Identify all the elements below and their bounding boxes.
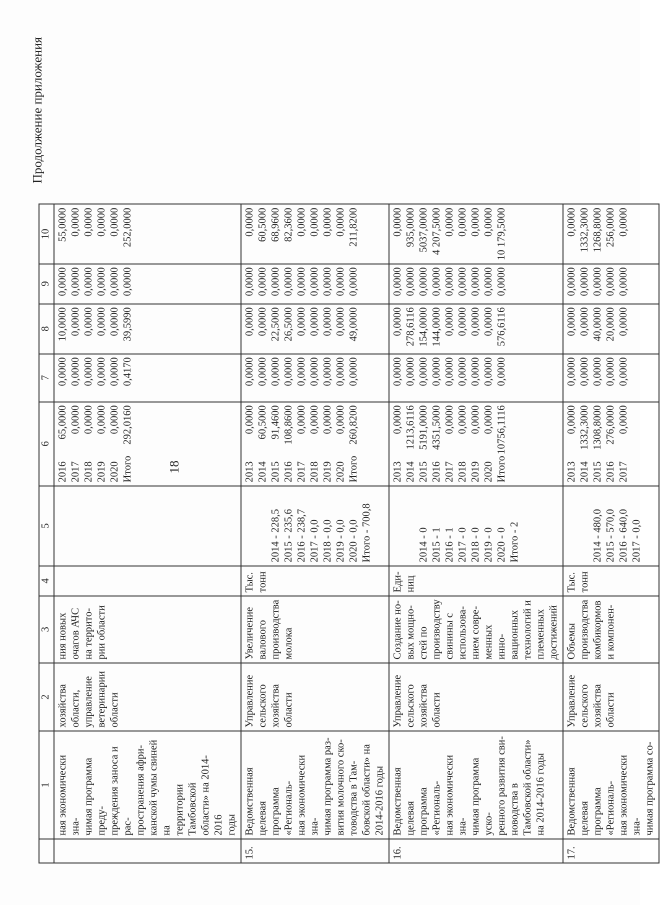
funding-value: 0,0000 (392, 405, 404, 435)
funding-value: 1332,3000 (579, 405, 591, 450)
funding-value: 22,5000 (270, 307, 282, 342)
funding-value: 0,0000 (483, 307, 495, 337)
funding-value: 0,0000 (592, 357, 604, 387)
funding-value: 0,0000 (296, 405, 308, 435)
rotated-page-content (2, 0, 656, 904)
funding-value: 0,0000 (70, 357, 82, 387)
funding-value: 4 207,5000 (431, 207, 443, 255)
funding-value: 0,0000 (322, 267, 334, 297)
funding-value: 0,0000 (57, 357, 69, 387)
unit (54, 566, 241, 596)
funding-value: 0,0000 (470, 207, 482, 237)
funding-value: 0,0000 (566, 405, 578, 435)
funding-value: 0,0000 (322, 357, 334, 387)
funding-value: 0,0000 (296, 207, 308, 237)
funding-value: 0,0000 (348, 357, 360, 387)
funding-value: 0,0000 (109, 405, 121, 435)
year-label: 2017 (444, 461, 456, 483)
funding-value: 0,0000 (296, 267, 308, 297)
unit: Тыс. тонн (241, 566, 389, 596)
year-label: 2018 (309, 461, 321, 483)
funding-value: 10,0000 (57, 307, 69, 342)
funding-value: 0,0000 (322, 307, 334, 337)
funding-value: 0,0000 (470, 267, 482, 297)
funding-value: 0,0000 (496, 357, 508, 387)
funding-value: 5191,0000 (418, 405, 430, 450)
funding-value: 0,0000 (618, 357, 630, 387)
year-label: Итого (496, 455, 508, 483)
table-row (54, 204, 241, 863)
year-label: 2016 (605, 461, 617, 483)
funding-value: 0,0000 (618, 307, 630, 337)
funding-value: 108,8600 (283, 405, 295, 445)
funding-value: 10756,1116 (496, 405, 508, 455)
funding-value: 0,0000 (392, 307, 404, 337)
funding-value: 1213,6116 (405, 405, 417, 450)
funding-value: 0,0000 (309, 207, 321, 237)
funding-col8 (389, 304, 563, 354)
executor: Управление сельского хозяйства области (389, 663, 563, 731)
funding-value: 0,0000 (566, 357, 578, 387)
target-value: 2017 - 0 (457, 527, 469, 563)
funding-value: 4351,5000 (431, 405, 443, 450)
funding-value: 0,0000 (431, 357, 443, 387)
funding-value: 0,0000 (257, 357, 269, 387)
funding-value: 0,0000 (283, 357, 295, 387)
funding-value: 0,0000 (405, 357, 417, 387)
funding-col10 (563, 204, 659, 264)
page-number: 18 (166, 460, 182, 474)
funding-value: 10 179,5000 (496, 207, 508, 261)
year-label: 2017 (618, 461, 630, 483)
funding-value: 0,0000 (618, 267, 630, 297)
funding-value: 55,0000 (57, 207, 69, 242)
funding-value: 0,0000 (109, 307, 121, 337)
year-label: Итого (122, 455, 134, 483)
funding-col10 (389, 204, 563, 264)
target-value: 2015 - 235,6 (283, 508, 295, 563)
funding-value: 0,0000 (96, 307, 108, 337)
target-value: Итого - 2 (509, 521, 521, 563)
funding-col8 (241, 304, 389, 354)
funding-value: 91,4600 (270, 405, 282, 440)
column-number: 8 (39, 304, 54, 354)
funding-value: 256,0000 (605, 207, 617, 248)
target-value: 2014 - 228,5 (270, 508, 282, 563)
funding-col7 (389, 354, 563, 402)
funding-value: 1268,8000 (592, 207, 604, 253)
funding-value: 0,0000 (444, 307, 456, 337)
funding-value: 40,0000 (592, 307, 604, 342)
funding-col8 (563, 304, 659, 354)
target-values (54, 486, 241, 566)
funding-value: 0,0000 (457, 307, 469, 337)
target-value: 2016 - 238,7 (296, 508, 308, 563)
target-value: Итого - 700,8 (361, 503, 373, 563)
program-name: Ведомственная целевая программа «Региональ- ная экономически зна- чимая программа раз- вития молочного ско- товодства в Там- бовской области» на 2014-2016 годы (241, 731, 389, 839)
funding-value: 0,0000 (296, 357, 308, 387)
year-label: 2020 (483, 461, 495, 483)
row-number: 15. (241, 839, 389, 863)
funding-value: 1332,3000 (579, 207, 591, 253)
funding-value: 0,0000 (109, 267, 121, 297)
funding-value: 0,0000 (244, 405, 256, 435)
funding-value: 252,0000 (122, 207, 134, 248)
funding-value: 0,0000 (566, 267, 578, 297)
column-number-row (39, 204, 54, 863)
funding-value: 60,5000 (257, 405, 269, 440)
unit: Еди- ниц (389, 566, 563, 596)
funding-value: 0,0000 (270, 267, 282, 297)
funding-value: 0,0000 (244, 267, 256, 297)
funding-value: 0,0000 (244, 357, 256, 387)
target-value: 2018 - 0 (470, 527, 482, 563)
funding-value: 260,8200 (348, 405, 360, 445)
column-number: 2 (39, 663, 54, 731)
funding-value: 0,0000 (444, 357, 456, 387)
funding-value: 39,5990 (122, 307, 134, 342)
column-number (39, 839, 54, 863)
target-value: 2019 - 0,0 (335, 519, 347, 563)
funding-value: 0,4170 (122, 357, 134, 387)
funding-col10 (54, 204, 241, 264)
funding-value: 0,0000 (605, 357, 617, 387)
table-row (563, 204, 659, 863)
year-label: 2017 (70, 461, 82, 483)
target-value: 2015 - 1 (431, 527, 443, 563)
target-values (563, 486, 659, 566)
year-label: 2018 (457, 461, 469, 483)
funding-value: 0,0000 (57, 267, 69, 297)
funding-value: 0,0000 (483, 207, 495, 237)
funding-value: 0,0000 (392, 207, 404, 237)
funding-value: 154,0000 (418, 307, 430, 347)
funding-value: 0,0000 (96, 357, 108, 387)
funding-value: 0,0000 (418, 267, 430, 297)
funding-value: 0,0000 (244, 307, 256, 337)
year-label: 2015 (592, 461, 604, 483)
year-label: 2014 (579, 461, 591, 483)
column-number: 5 (39, 486, 54, 566)
year-label: 2020 (335, 461, 347, 483)
funding-value: 0,0000 (470, 405, 482, 435)
funding-col9 (563, 264, 659, 304)
funding-col8 (54, 304, 241, 354)
row-number: 16. (389, 839, 563, 863)
funding-value: 0,0000 (335, 307, 347, 337)
executor: хозяйства области, управление ветеринарии области (54, 663, 241, 731)
column-number: 6 (39, 402, 54, 486)
funding-value: 0,0000 (405, 267, 417, 297)
target-value: 2015 - 570,0 (605, 508, 617, 563)
funding-value: 0,0000 (566, 207, 578, 237)
target-value: 2016 - 1 (444, 527, 456, 563)
funding-value: 0,0000 (309, 267, 321, 297)
year-label: 2014 (405, 461, 417, 483)
column-number: 9 (39, 264, 54, 304)
funding-col9 (54, 264, 241, 304)
funding-value: 65,0000 (57, 405, 69, 440)
table-row (241, 204, 389, 863)
funding-value: 0,0000 (470, 357, 482, 387)
year-label: 2014 (257, 461, 269, 483)
funding-col7 (241, 354, 389, 402)
indicator: ния новых очагов АЧС на террито- рии области (54, 596, 241, 663)
column-number: 1 (39, 731, 54, 839)
executor: Управление сельского хозяйства области (241, 663, 389, 731)
year-label: 2019 (322, 461, 334, 483)
funding-value: 0,0000 (122, 267, 134, 297)
funding-value: 0,0000 (444, 267, 456, 297)
target-values (241, 486, 389, 566)
page-caption: Продолжение приложения (29, 36, 45, 184)
funding-value: 0,0000 (335, 207, 347, 237)
funding-total (241, 402, 389, 486)
funding-value: 0,0000 (483, 267, 495, 297)
funding-value: 0,0000 (392, 357, 404, 387)
funding-value: 49,0000 (348, 307, 360, 342)
funding-value: 0,0000 (309, 357, 321, 387)
indicator: Объемы производства комбикормов и компонен- (563, 596, 659, 663)
executor: Управление сельского хозяйства области (563, 663, 659, 731)
target-value: 2020 - 0,0 (348, 519, 360, 563)
funding-value: 82,3600 (283, 207, 295, 242)
table-row (389, 204, 563, 863)
funding-value: 0,0000 (457, 207, 469, 237)
year-label: 2013 (392, 461, 404, 483)
funding-value: 0,0000 (322, 405, 334, 435)
funding-col9 (389, 264, 563, 304)
funding-value: 0,0000 (444, 207, 456, 237)
target-value: 2017 - 0,0 (309, 519, 321, 563)
funding-col7 (563, 354, 659, 402)
row-number (54, 839, 241, 863)
target-value: 2017 - 0,0 (631, 519, 643, 563)
funding-value: 1308,8000 (592, 405, 604, 450)
year-label: 2015 (418, 461, 430, 483)
target-value: 2020 - 0 (496, 527, 508, 563)
year-label: 2013 (244, 461, 256, 483)
funding-value: 0,0000 (96, 405, 108, 435)
program-name: Ведомственная целевая программа «Региональ- ная экономически зна- чимая программа уско- ренного развития сви- новодства в Тамбовской области» на 2014-2016 годы (389, 731, 563, 839)
funding-value: 0,0000 (335, 405, 347, 435)
funding-value: 20,0000 (605, 307, 617, 342)
funding-value: 144,0000 (431, 307, 443, 347)
year-label: 2019 (96, 461, 108, 483)
funding-value: 0,0000 (579, 357, 591, 387)
year-label: 2016 (431, 461, 443, 483)
funding-value: 0,0000 (244, 207, 256, 237)
funding-value: 576,6116 (496, 307, 508, 347)
budget-table (39, 204, 660, 864)
year-label: 2017 (296, 461, 308, 483)
year-label: 2013 (566, 461, 578, 483)
funding-total (54, 402, 241, 486)
funding-value: 0,0000 (70, 307, 82, 337)
funding-value: 0,0000 (322, 207, 334, 237)
indicator: Увеличение валового производства молока (241, 596, 389, 663)
funding-value: 0,0000 (335, 267, 347, 297)
funding-value: 0,0000 (457, 405, 469, 435)
funding-value: 276,0000 (605, 405, 617, 445)
funding-value: 0,0000 (109, 357, 121, 387)
funding-value: 60,5000 (257, 207, 269, 242)
funding-value: 0,0000 (348, 267, 360, 297)
funding-value: 0,0000 (70, 207, 82, 237)
funding-value: 0,0000 (470, 307, 482, 337)
funding-value: 0,0000 (457, 267, 469, 297)
program-name: Ведомственная целевая программа «Региональ- ная экономически зна- чимая программа со- (563, 731, 659, 839)
unit: Тыс. тонн (563, 566, 659, 596)
funding-value: 0,0000 (431, 267, 443, 297)
funding-value: 0,0000 (83, 267, 95, 297)
row-number: 17. (563, 839, 659, 863)
year-label: 2020 (109, 461, 121, 483)
column-number: 10 (39, 204, 54, 264)
funding-value: 26,5000 (283, 307, 295, 342)
funding-value: 68,9600 (270, 207, 282, 242)
funding-value: 0,0000 (618, 405, 630, 435)
funding-value: 0,0000 (257, 307, 269, 337)
funding-value: 0,0000 (392, 267, 404, 297)
funding-value: 0,0000 (309, 307, 321, 337)
funding-value: 0,0000 (283, 267, 295, 297)
funding-col10 (241, 204, 389, 264)
column-number: 4 (39, 566, 54, 596)
funding-value: 0,0000 (418, 357, 430, 387)
funding-value: 0,0000 (335, 357, 347, 387)
funding-value: 0,0000 (70, 405, 82, 435)
target-value: 2018 - 0,0 (322, 519, 334, 563)
funding-value: 0,0000 (257, 267, 269, 297)
funding-value: 0,0000 (270, 357, 282, 387)
funding-value: 0,0000 (83, 307, 95, 337)
year-label: 2016 (57, 461, 69, 483)
funding-value: 278,6116 (405, 307, 417, 347)
year-label: 2018 (83, 461, 95, 483)
funding-value: 0,0000 (592, 267, 604, 297)
year-label: 2016 (283, 461, 295, 483)
funding-value: 0,0000 (83, 405, 95, 435)
funding-value: 0,0000 (457, 357, 469, 387)
target-value: 2019 - 0 (483, 527, 495, 563)
funding-value: 0,0000 (618, 207, 630, 237)
funding-value: 0,0000 (579, 307, 591, 337)
program-name: ная экономически зна- чимая программа преду- преждения заноса и рас- пространения афри- канской чумы свиней на территории Тамбовской области» на 2014-2016 годы (54, 731, 241, 839)
funding-value: 5037,0000 (418, 207, 430, 253)
funding-value: 0,0000 (96, 267, 108, 297)
column-number: 3 (39, 596, 54, 663)
year-label: 2019 (470, 461, 482, 483)
funding-value: 0,0000 (566, 307, 578, 337)
funding-value: 0,0000 (83, 207, 95, 237)
funding-value: 0,0000 (444, 405, 456, 435)
indicator: Создание но- вых мощно- стей по производству свинины с использова- нием совре- менных инно- вационных технологий и племенных достижений (389, 596, 563, 663)
funding-col9 (241, 264, 389, 304)
funding-value: 0,0000 (70, 267, 82, 297)
funding-value: 0,0000 (605, 267, 617, 297)
funding-col7 (54, 354, 241, 402)
funding-value: 0,0000 (96, 207, 108, 237)
year-label: Итого (348, 455, 360, 483)
target-value: 2016 - 640,0 (618, 508, 630, 563)
funding-total (389, 402, 563, 486)
funding-value: 0,0000 (309, 405, 321, 435)
funding-value: 211,8200 (348, 207, 360, 247)
column-number: 7 (39, 354, 54, 402)
funding-value: 0,0000 (109, 207, 121, 237)
target-value: 2014 - 480,0 (592, 508, 604, 563)
funding-value: 292,0160 (122, 405, 134, 445)
target-value: 2014 - 0 (418, 527, 430, 563)
funding-total (563, 402, 659, 486)
funding-value: 0,0000 (579, 267, 591, 297)
funding-value: 935,0000 (405, 207, 417, 248)
funding-value: 0,0000 (483, 357, 495, 387)
funding-value: 0,0000 (83, 357, 95, 387)
target-values (389, 486, 563, 566)
year-label: 2015 (270, 461, 282, 483)
funding-value: 0,0000 (483, 405, 495, 435)
funding-value: 0,0000 (496, 267, 508, 297)
funding-value: 0,0000 (296, 307, 308, 337)
